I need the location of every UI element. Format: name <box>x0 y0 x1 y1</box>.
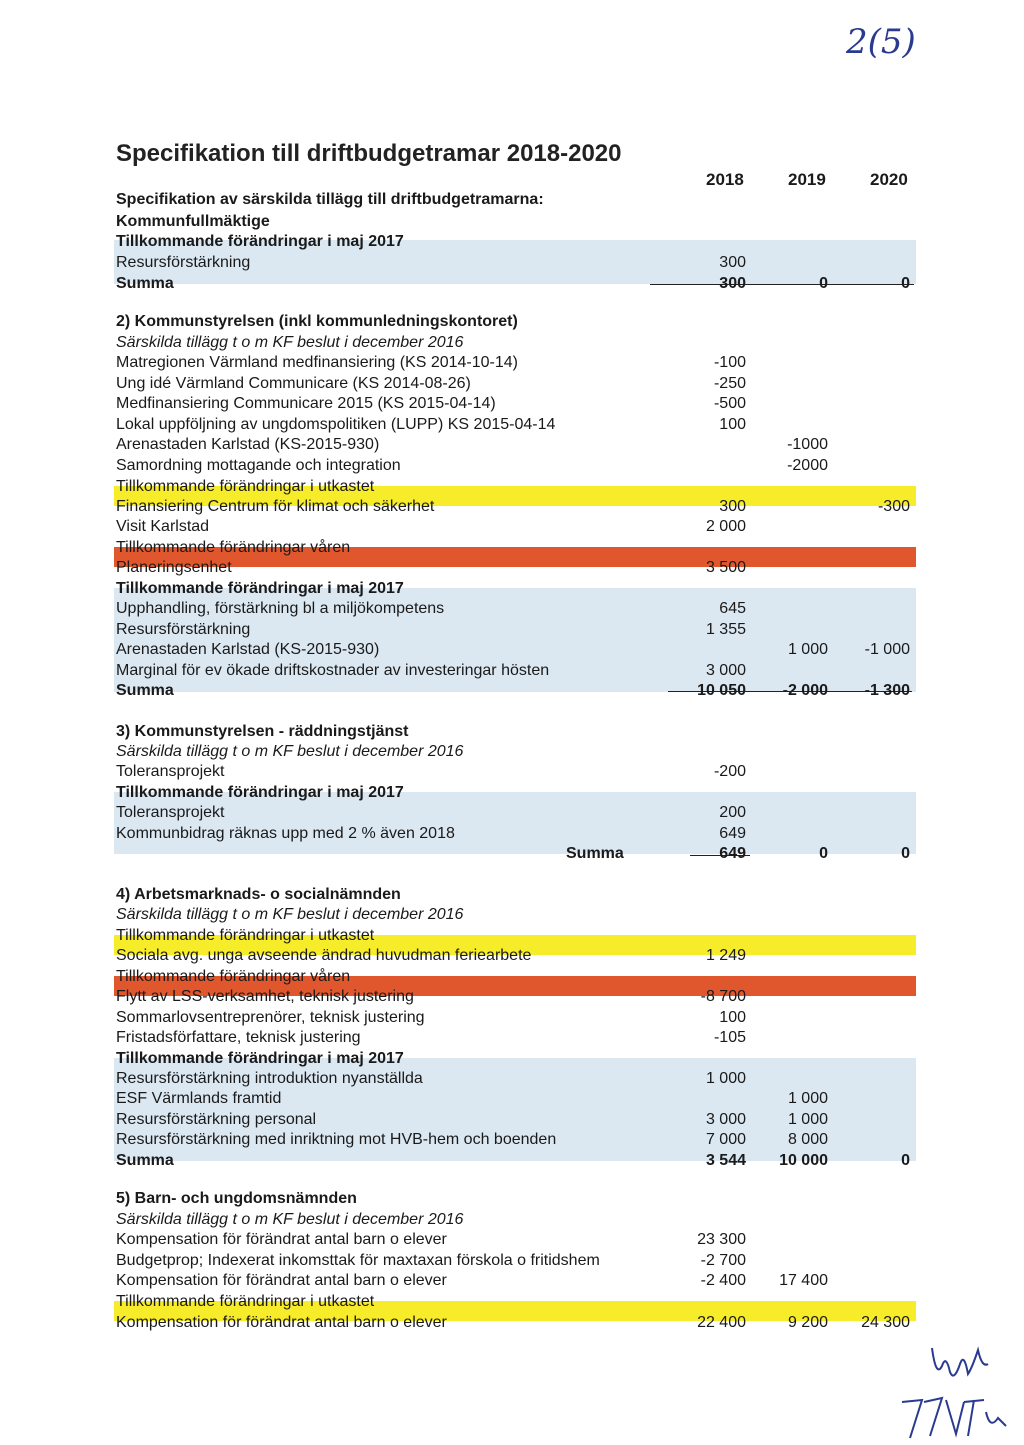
value-2020: -300 <box>877 498 910 515</box>
value-2018: 1 249 <box>705 947 746 964</box>
value-2019: -2 000 <box>782 682 828 699</box>
row-label: Särskilda tillägg t o m KF beslut i december 2016 <box>116 906 464 923</box>
initials-mark <box>894 1390 1014 1445</box>
row-label: Specifikation av särskilda tillägg till driftbudgetramarna: <box>116 191 544 208</box>
value-2018: 3 500 <box>705 559 746 576</box>
table-row <box>116 1130 916 1151</box>
value-2020: 24 300 <box>861 1314 910 1331</box>
row-label: Summa <box>116 682 174 699</box>
value-2018: 22 400 <box>697 1314 746 1331</box>
row-label: Kommunfullmäktige <box>116 213 270 230</box>
table-row <box>116 477 916 498</box>
table-row <box>116 742 916 763</box>
row-label: Matregionen Värmland medfinansiering (KS 2014-10-14) <box>116 354 518 371</box>
value-2019: 17 400 <box>779 1272 828 1289</box>
row-label: Tillkommande förändringar i utkastet <box>116 927 375 944</box>
value-2018: 1 000 <box>705 1070 746 1087</box>
year-header-2019: 2019 <box>788 170 826 189</box>
table-row <box>116 926 916 947</box>
table-row <box>116 190 916 211</box>
row-label: Sociala avg. unga avseende ändrad huvudman feriearbete <box>116 947 532 964</box>
row-label: Tillkommande förändringar i maj 2017 <box>116 580 404 597</box>
row-label: Medfinansiering Communicare 2015 (KS 2015-04-14) <box>116 395 496 412</box>
value-2019: 9 200 <box>787 1314 828 1331</box>
table-row <box>116 987 916 1008</box>
table-row <box>116 1110 916 1131</box>
row-label: Toleransprojekt <box>116 763 225 780</box>
value-2019: 10 000 <box>779 1152 828 1169</box>
value-2018: 10 050 <box>697 682 746 699</box>
table-row <box>116 1230 916 1251</box>
table-row <box>116 1210 916 1231</box>
value-2020: -1 300 <box>864 682 910 699</box>
row-label: Tillkommande förändringar i maj 2017 <box>116 233 404 250</box>
row-label: 4) Arbetsmarknads- o socialnämnden <box>116 886 401 903</box>
table-row <box>116 212 916 233</box>
table-row <box>116 435 916 456</box>
table-row <box>116 415 916 436</box>
signature-mark <box>926 1328 996 1388</box>
table-row <box>116 1049 916 1070</box>
row-label: Kompensation för förändrat antal barn o elever <box>116 1272 447 1289</box>
row-label: Planeringsenhet <box>116 559 232 576</box>
row-label: Tillkommande förändringar våren <box>116 968 351 985</box>
row-label: Arenastaden Karlstad (KS-2015-930) <box>116 641 380 658</box>
row-label: Toleransprojekt <box>116 804 225 821</box>
value-2019: -2000 <box>787 457 828 474</box>
table-row <box>116 620 916 641</box>
row-label: Kommunbidrag räknas upp med 2 % även 2018 <box>116 825 455 842</box>
row-label: Kompensation för förändrat antal barn o elever <box>116 1314 447 1331</box>
value-2018: -250 <box>713 375 746 392</box>
table-row <box>116 824 916 845</box>
table-row <box>116 312 916 333</box>
value-2018: -105 <box>713 1029 746 1046</box>
table-row <box>116 1089 916 1110</box>
table-row <box>116 803 916 824</box>
row-label: Arenastaden Karlstad (KS-2015-930) <box>116 436 380 453</box>
handwritten-page-number: 2(5) <box>846 22 916 62</box>
table-row <box>116 681 916 702</box>
row-label: 5) Barn- och ungdomsnämnden <box>116 1190 357 1207</box>
value-2018: 649 <box>719 845 746 862</box>
table-row <box>116 967 916 988</box>
value-2018: -2 400 <box>700 1272 746 1289</box>
table-row <box>116 374 916 395</box>
value-2019: 0 <box>819 275 828 292</box>
table-row <box>116 1028 916 1049</box>
table-row <box>116 1271 916 1292</box>
value-2018: -8 700 <box>700 988 746 1005</box>
row-label: Marginal för ev ökade driftskostnader av investeringar hösten <box>116 662 550 679</box>
row-label: Sommarlovsentreprenörer, teknisk justering <box>116 1009 425 1026</box>
row-label: Tillkommande förändringar i utkastet <box>116 478 375 495</box>
row-label: Tillkommande förändringar i maj 2017 <box>116 1050 404 1067</box>
row-label: Resursförstärkning introduktion nyanställda <box>116 1070 423 1087</box>
value-2020: 0 <box>901 275 910 292</box>
table-row <box>116 844 916 865</box>
year-header-2018: 2018 <box>706 170 744 189</box>
table-row <box>116 1251 916 1272</box>
value-2018: 645 <box>719 600 746 617</box>
value-2019: -1000 <box>787 436 828 453</box>
value-2018: -2 700 <box>700 1252 746 1269</box>
value-2018: 649 <box>719 825 746 842</box>
value-2018: 23 300 <box>697 1231 746 1248</box>
summa-label: Summa <box>566 845 624 862</box>
value-2018: 3 544 <box>705 1152 746 1169</box>
row-label: Visit Karlstad <box>116 518 210 535</box>
row-label: Summa <box>116 275 174 292</box>
row-label: Fristadsförfattare, teknisk justering <box>116 1029 361 1046</box>
row-label: Tillkommande förändringar våren <box>116 539 351 556</box>
row-label: 3) Kommunstyrelsen - räddningstjänst <box>116 723 409 740</box>
value-2018: 2 000 <box>705 518 746 535</box>
row-label: Resursförstärkning med inriktning mot HVB-hem och boenden <box>116 1131 557 1148</box>
table-row <box>116 333 916 354</box>
row-label: Lokal uppföljning av ungdomspolitiken (LUPP) KS 2015-04-14 <box>116 416 556 433</box>
value-2018: 300 <box>719 498 746 515</box>
value-2019: 8 000 <box>787 1131 828 1148</box>
value-2018: -200 <box>713 763 746 780</box>
value-2018: 100 <box>719 416 746 433</box>
table-row <box>116 538 916 559</box>
row-label: Budgetprop; Indexerat inkomsttak för maxtaxan förskola o fritidshem <box>116 1252 600 1269</box>
row-label: Ung idé Värmland Communicare (KS 2014-08-26) <box>116 375 471 392</box>
table-row <box>116 661 916 682</box>
table-row <box>116 722 916 743</box>
table-row <box>116 1292 916 1313</box>
value-2018: 300 <box>719 275 746 292</box>
table-row <box>116 1151 916 1172</box>
value-2020: -1 000 <box>864 641 910 658</box>
value-2019: 1 000 <box>787 641 828 658</box>
table-row <box>116 1189 916 1210</box>
year-header-2020: 2020 <box>870 170 908 189</box>
table-row <box>116 762 916 783</box>
table-row <box>116 253 916 274</box>
value-2019: 1 000 <box>787 1090 828 1107</box>
row-label: Finansiering Centrum för klimat och säkerhet <box>116 498 435 515</box>
value-2018: 1 355 <box>705 621 746 638</box>
table-row <box>116 885 916 906</box>
table-row <box>116 558 916 579</box>
row-label: ESF Värmlands framtid <box>116 1090 282 1107</box>
table-row <box>116 946 916 967</box>
row-label: Flytt av LSS-verksamhet, teknisk justering <box>116 988 414 1005</box>
table-row <box>116 905 916 926</box>
value-2020: 0 <box>901 1152 910 1169</box>
value-2018: 3 000 <box>705 662 746 679</box>
table-row <box>116 232 916 253</box>
row-label: Resursförstärkning <box>116 621 251 638</box>
table-row <box>116 456 916 477</box>
table-row <box>116 353 916 374</box>
value-2018: 3 000 <box>705 1111 746 1128</box>
table-row <box>116 579 916 600</box>
value-2018: -100 <box>713 354 746 371</box>
value-2018: 300 <box>719 254 746 271</box>
table-row <box>116 1313 916 1334</box>
row-label: Kompensation för förändrat antal barn o elever <box>116 1231 447 1248</box>
table-row <box>116 640 916 661</box>
row-label: Särskilda tillägg t o m KF beslut i december 2016 <box>116 1211 464 1228</box>
value-2020: 0 <box>901 845 910 862</box>
table-row <box>116 599 916 620</box>
row-label: Summa <box>116 1152 174 1169</box>
table-row <box>116 274 916 295</box>
table-row <box>116 1008 916 1029</box>
row-label: Samordning mottagande och integration <box>116 457 401 474</box>
table-row <box>116 783 916 804</box>
row-label: Särskilda tillägg t o m KF beslut i december 2016 <box>116 334 464 351</box>
value-2018: 7 000 <box>705 1131 746 1148</box>
page-title: Specifikation till driftbudgetramar 2018-2020 <box>116 140 622 167</box>
table-row <box>116 497 916 518</box>
row-label: Särskilda tillägg t o m KF beslut i december 2016 <box>116 743 464 760</box>
value-2018: 100 <box>719 1009 746 1026</box>
row-label: Upphandling, förstärkning bl a miljökompetens <box>116 600 445 617</box>
row-label: 2) Kommunstyrelsen (inkl kommunledningskontoret) <box>116 313 518 330</box>
row-label: Tillkommande förändringar i utkastet <box>116 1293 375 1310</box>
row-label: Tillkommande förändringar i maj 2017 <box>116 784 404 801</box>
row-label: Resursförstärkning personal <box>116 1111 317 1128</box>
value-2019: 1 000 <box>787 1111 828 1128</box>
table-row <box>116 517 916 538</box>
value-2019: 0 <box>819 845 828 862</box>
table-row <box>116 1069 916 1090</box>
table-row <box>116 394 916 415</box>
row-label: Resursförstärkning <box>116 254 251 271</box>
value-2018: 200 <box>719 804 746 821</box>
value-2018: -500 <box>713 395 746 412</box>
